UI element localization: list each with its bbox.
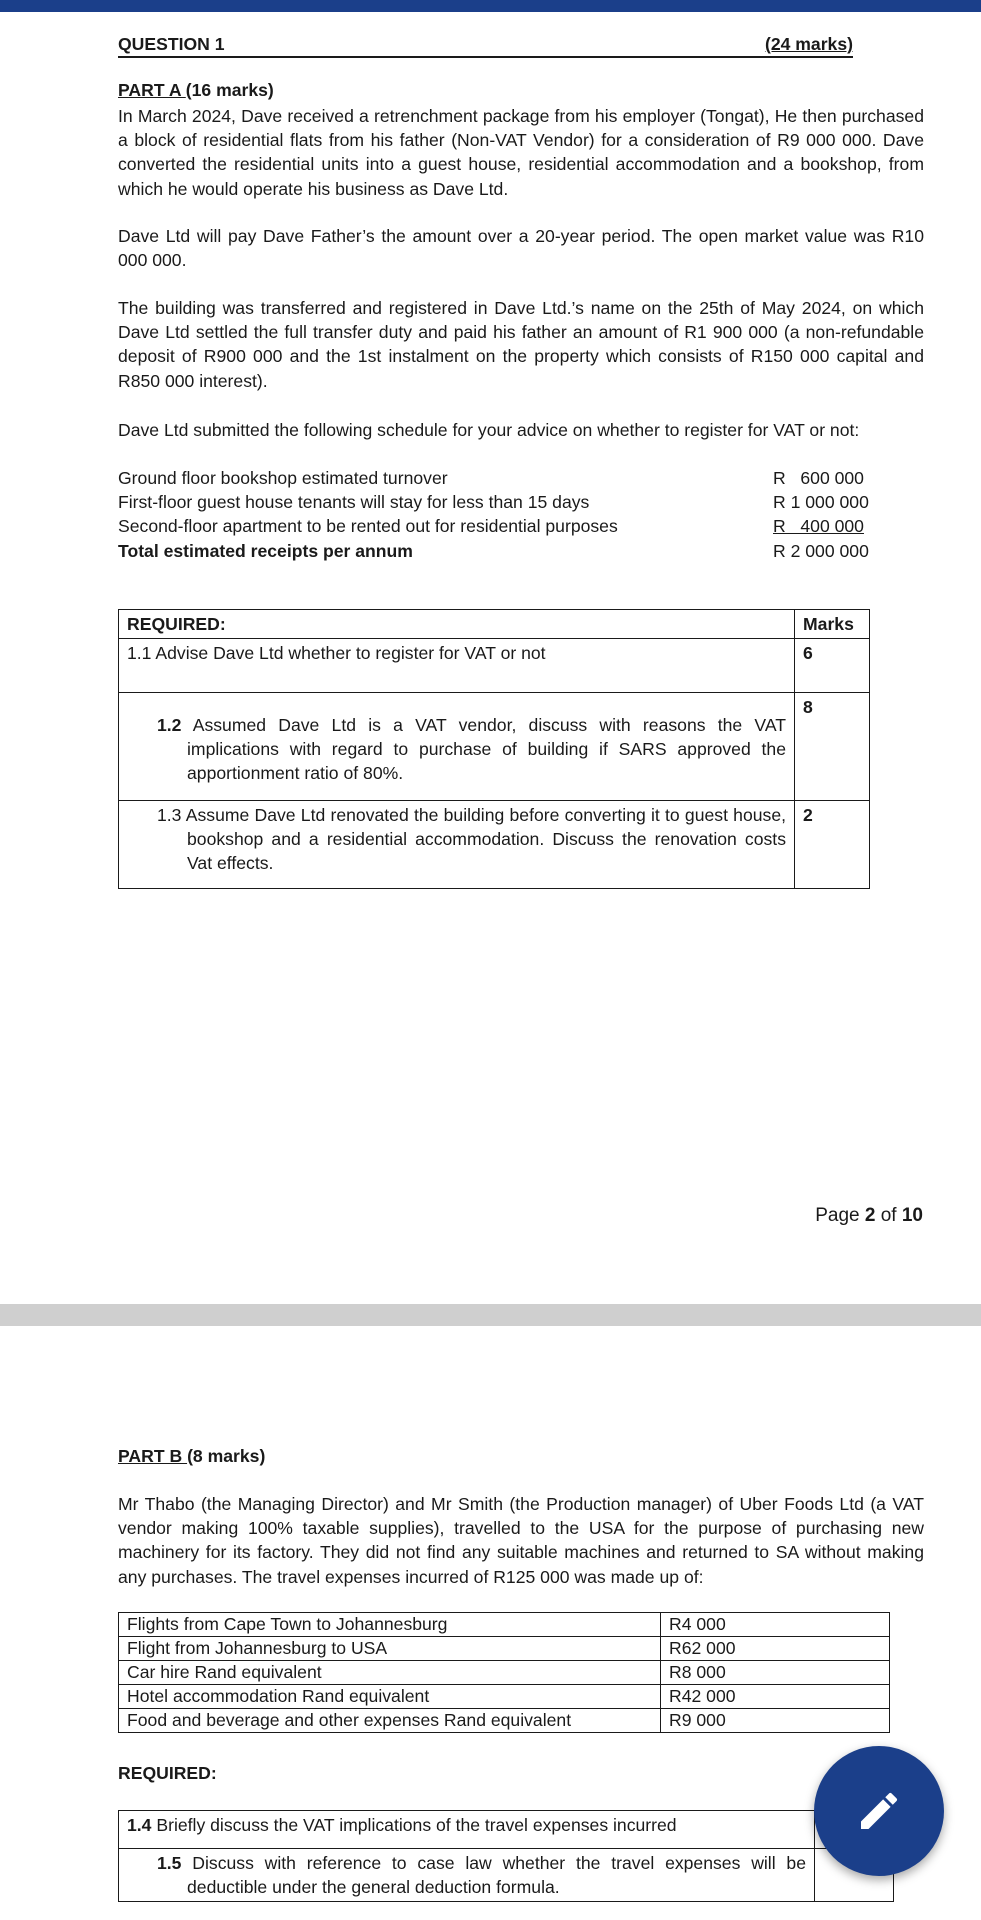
page-total: 10	[901, 1205, 923, 1226]
expense-value: R4 000	[661, 1613, 890, 1637]
required-item-1-1	[119, 639, 795, 693]
expense-label: Car hire Rand equivalent	[119, 1661, 661, 1685]
table-row	[119, 1709, 890, 1733]
page-prefix: Page	[815, 1205, 865, 1226]
part-a-paragraph-4: Dave Ltd submitted the following schedule for your advice on whether to register for VAT or not:	[118, 420, 860, 440]
edit-fab-button[interactable]	[814, 1746, 944, 1876]
schedule-total-amount: R 2 000 000	[773, 540, 869, 561]
required-item-1-4	[119, 1811, 815, 1849]
table-row	[119, 1685, 890, 1709]
table-row	[119, 1613, 890, 1637]
schedule-row	[118, 466, 873, 490]
part-a-paragraph-2: Dave Ltd will pay Dave Father’s the amount over a 20-year period. The open market value was R10 000 000.	[118, 226, 924, 271]
table-row	[119, 639, 870, 693]
table-row	[119, 801, 870, 889]
item-text: Briefly discuss the VAT implications of the travel expenses incurred	[156, 1815, 677, 1835]
schedule-row	[118, 490, 873, 514]
part-b-marks: (8 marks)	[187, 1446, 266, 1466]
item-number: 1.1	[127, 643, 152, 663]
expense-value: R62 000	[661, 1637, 890, 1661]
part-a-heading	[118, 80, 274, 101]
item-marks: 2	[795, 801, 870, 889]
expense-label: Food and beverage and other expenses Rand equivalent	[119, 1709, 661, 1733]
item-number: 1.5	[157, 1853, 182, 1873]
required-item-1-2	[119, 693, 795, 801]
table-row	[119, 1661, 890, 1685]
part-b-required-heading: REQUIRED:	[118, 1763, 217, 1783]
question-marks: (24 marks)	[764, 34, 853, 54]
page-separator	[0, 1304, 981, 1326]
expense-value: R9 000	[661, 1709, 890, 1733]
expense-label: Flight from Johannesburg to USA	[119, 1637, 661, 1661]
part-a-marks: (16 marks)	[185, 80, 274, 100]
required-item-1-5	[119, 1849, 815, 1902]
item-number: 1.2	[157, 715, 182, 735]
schedule-row	[118, 514, 873, 538]
item-text: Assume Dave Ltd renovated the building before converting it to guest house, bookshop and a residential accommodation. Discuss the renovation costs Vat effects.	[185, 805, 787, 873]
expense-label: Flights from Cape Town to Johannesburg	[119, 1613, 661, 1637]
table-row	[119, 1637, 890, 1661]
page-of: of	[875, 1205, 902, 1226]
item-text: Discuss with reference to case law whether the travel expenses will be deductible under the general deduction formula.	[187, 1853, 807, 1897]
required-table-part-b	[118, 1810, 894, 1902]
schedule-label: First-floor guest house tenants will stay for less than 15 days	[118, 492, 590, 513]
expense-value: R8 000	[661, 1661, 890, 1685]
schedule-amount: R 1 000 000	[773, 492, 869, 513]
page-number	[815, 1205, 923, 1227]
item-text: Assumed Dave Ltd is a VAT vendor, discuss with reasons the VAT implications with regard to purchase of building if SARS approved the apportionment ratio of 80%.	[187, 715, 787, 783]
required-item-1-3	[119, 801, 795, 889]
table-row	[119, 1811, 894, 1849]
item-number: 1.4	[127, 1815, 152, 1835]
required-heading: REQUIRED:	[119, 610, 795, 639]
schedule-amount: R 600 000	[773, 468, 864, 488]
part-b-label: PART B	[118, 1446, 188, 1466]
expense-label: Hotel accommodation Rand equivalent	[119, 1685, 661, 1709]
part-b-heading	[118, 1446, 265, 1467]
item-marks: 6	[795, 639, 870, 693]
required-table-part-a	[118, 609, 870, 889]
question-header	[118, 32, 853, 58]
schedule-label: Second-floor apartment to be rented out for residential purposes	[118, 516, 618, 537]
schedule-total-row	[118, 539, 873, 563]
travel-expenses-table	[118, 1612, 890, 1733]
part-a-paragraph-1: In March 2024, Dave received a retrenchment package from his employer (Tongat), He then purchased a block of residential flats from his father (Non-VAT Vendor) for a consideration of R9 000 000. Dave converted the residential units into a guest house, residential accommodation and a bookshop, from which he would operate his business as Dave Ltd.	[118, 106, 924, 199]
table-row	[119, 693, 870, 801]
item-number: 1.3	[157, 805, 182, 825]
item-marks: 8	[795, 693, 870, 801]
expense-value: R42 000	[661, 1685, 890, 1709]
item-text: Advise Dave Ltd whether to register for VAT or not	[155, 643, 546, 663]
schedule-label: Ground floor bookshop estimated turnover	[118, 468, 448, 488]
question-title: QUESTION 1	[118, 34, 225, 54]
table-header-row	[119, 610, 870, 639]
part-a-paragraph-3: The building was transferred and registered in Dave Ltd.’s name on the 25th of May 2024, on which Dave Ltd settled the full transfer duty and paid his father an amount of R1 900 000 (a non-refundable deposit of R900 000 and the 1st instalment on the property which consists of R150 000 capital and R850 000 interest).	[118, 298, 924, 391]
schedule-total-label: Total estimated receipts per annum	[118, 540, 413, 561]
top-bar	[0, 0, 981, 12]
part-b-paragraph-1: Mr Thabo (the Managing Director) and Mr Smith (the Production manager) of Uber Foods Ltd (a VAT vendor making 100% taxable supplies), travelled to the USA for the purpose of purchasing new machinery for its factory. They did not find any suitable machines and returned to SA without making any purchases. The travel expenses incurred of R125 000 was made up of:	[118, 1494, 924, 1587]
page-current: 2	[864, 1205, 876, 1226]
marks-heading: Marks	[795, 610, 870, 639]
part-a-label: PART A	[118, 80, 186, 100]
receipts-schedule	[118, 466, 873, 563]
pencil-icon	[855, 1787, 903, 1835]
table-row	[119, 1849, 894, 1902]
schedule-amount: R 400 000	[773, 516, 864, 537]
